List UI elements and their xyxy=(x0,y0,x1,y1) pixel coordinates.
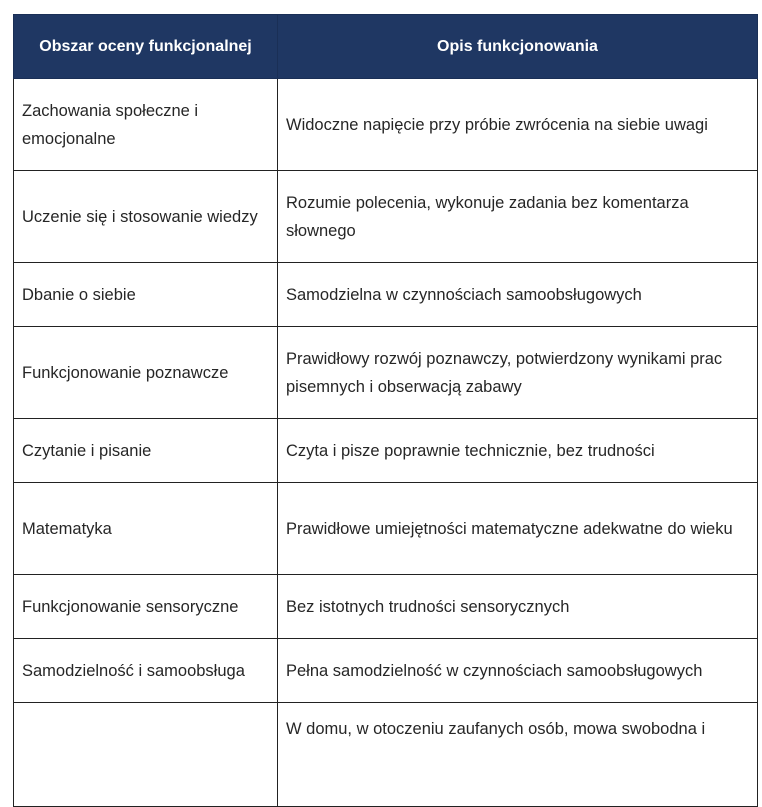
table-header-row xyxy=(14,15,758,79)
description-cell: Czyta i pisze poprawnie technicznie, bez trudności xyxy=(278,419,758,483)
table-row xyxy=(14,419,758,483)
table-row xyxy=(14,79,758,171)
area-cell: Zachowania społeczne i emocjonalne xyxy=(14,79,278,171)
description-cell: Rozumie polecenia, wykonuje zadania bez komentarza słownego xyxy=(278,171,758,263)
area-cell: Funkcjonowanie poznawcze xyxy=(14,327,278,419)
table-row xyxy=(14,639,758,703)
area-cell: Matematyka xyxy=(14,483,278,575)
functional-assessment-table xyxy=(13,14,758,807)
header-description: Opis funkcjonowania xyxy=(278,15,758,79)
area-cell: Czytanie i pisanie xyxy=(14,419,278,483)
description-cell: Prawidłowy rozwój poznawczy, potwierdzony wynikami prac pisemnych i obserwacją zabawy xyxy=(278,327,758,419)
description-cell: Bez istotnych trudności sensorycznych xyxy=(278,575,758,639)
table-row xyxy=(14,171,758,263)
area-cell xyxy=(14,703,278,807)
description-cell: Pełna samodzielność w czynnościach samoobsługowych xyxy=(278,639,758,703)
description-cell: Samodzielna w czynnościach samoobsługowych xyxy=(278,263,758,327)
area-cell: Uczenie się i stosowanie wiedzy xyxy=(14,171,278,263)
area-cell: Dbanie o siebie xyxy=(14,263,278,327)
description-cell: Prawidłowe umiejętności matematyczne adekwatne do wieku xyxy=(278,483,758,575)
table-row xyxy=(14,483,758,575)
area-cell: Samodzielność i samoobsługa xyxy=(14,639,278,703)
table-row xyxy=(14,263,758,327)
table-row xyxy=(14,327,758,419)
description-cell: W domu, w otoczeniu zaufanych osób, mowa swobodna i xyxy=(278,703,758,807)
table-row xyxy=(14,575,758,639)
description-cell: Widoczne napięcie przy próbie zwrócenia na siebie uwagi xyxy=(278,79,758,171)
header-area: Obszar oceny funkcjonalnej xyxy=(14,15,278,79)
area-cell: Funkcjonowanie sensoryczne xyxy=(14,575,278,639)
table-row xyxy=(14,703,758,807)
